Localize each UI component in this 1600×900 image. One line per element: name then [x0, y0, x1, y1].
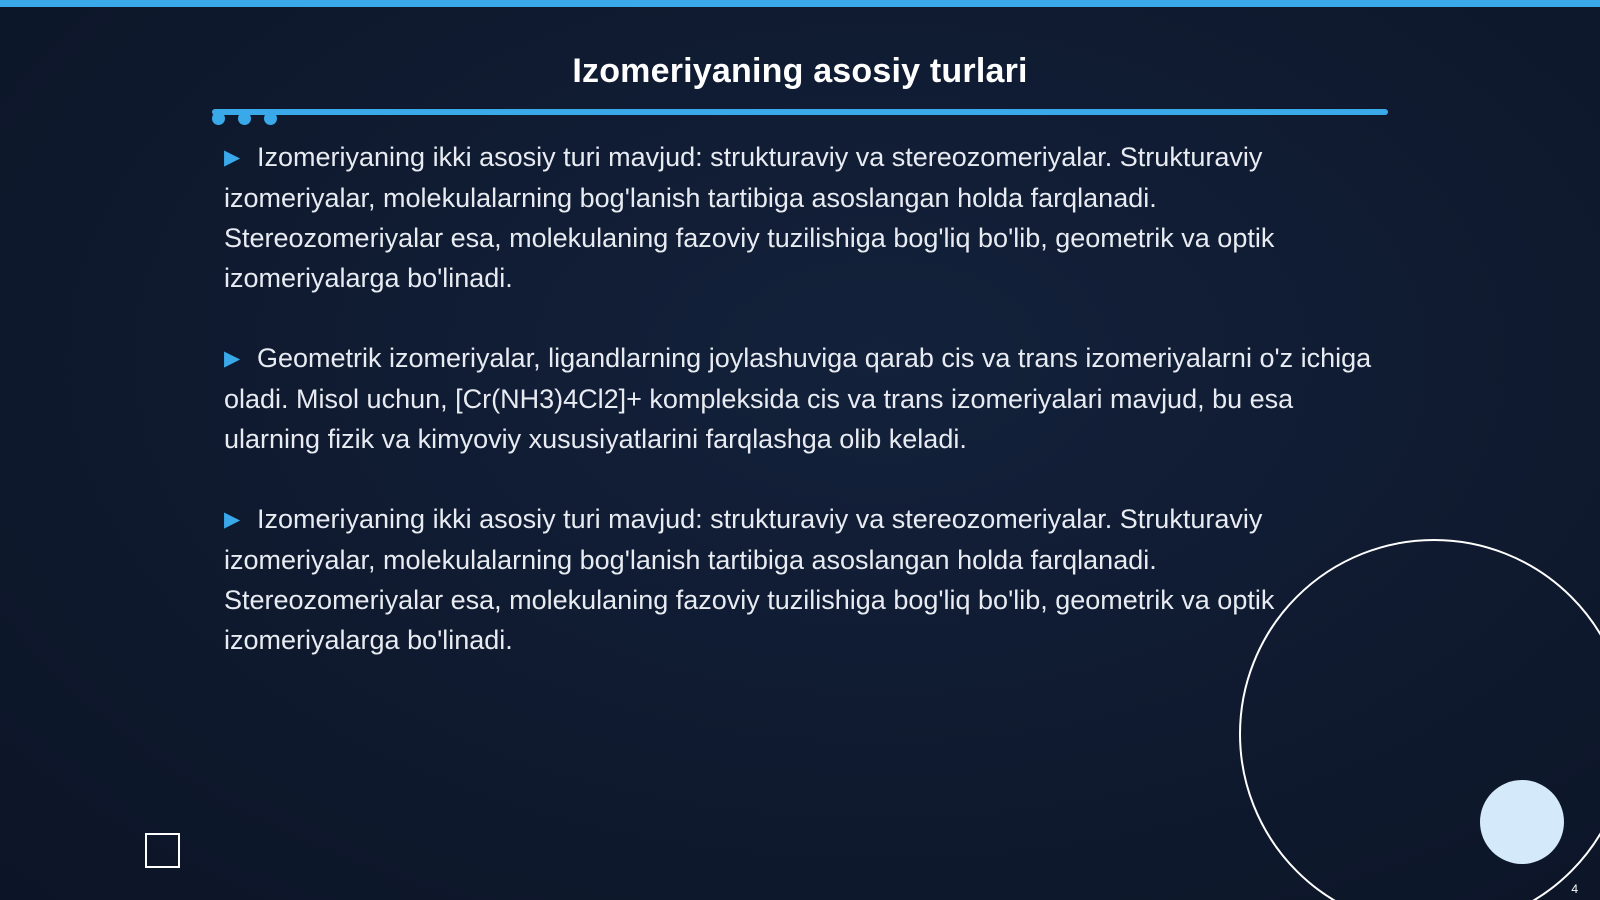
decor-dot: [238, 112, 251, 125]
paragraph-text: Izomeriyaning ikki asosiy turi mavjud: strukturaviy va stereozomeriyalar. Strukturaviy izomeriyalar, molekulalarning bog'lanish tartibiga asoslangan holda farqlanadi. Stereozomeriyalar esa, molekulaning fazoviy tuzilishiga bog'liq bo'lib, geometrik va optik izomeriyalarga bo'linadi.: [224, 504, 1275, 655]
bullet-paragraph: [224, 137, 1374, 298]
decor-dot: [264, 112, 277, 125]
decor-square: [145, 833, 180, 868]
top-accent-bar: [0, 0, 1600, 7]
paragraph-text: Izomeriyaning ikki asosiy turi mavjud: strukturaviy va stereozomeriyalar. Strukturaviy izomeriyalar, molekulalarning bog'lanish tartibiga asoslangan holda farqlanadi. Stereozomeriyalar esa, molekulaning fazoviy tuzilishiga bog'liq bo'lib, geometrik va optik izomeriyalarga bo'linadi.: [224, 142, 1275, 293]
triangle-right-icon: ▶: [224, 146, 241, 169]
bullet-paragraph: [224, 338, 1374, 459]
page-number: 4: [1571, 882, 1578, 896]
slide-title: Izomeriyaning asosiy turlari: [572, 52, 1028, 90]
paragraph-text: Geometrik izomeriyalar, ligandlarning joylashuviga qarab cis va trans izomeriyalarni o'z ichiga oladi. Misol uchun, [Cr(NH3)4Cl2]+ kompleksida cis va trans izomeriyalari mavjud, bu esa ularning fizik va kimyoviy xususiyatlarini farqlashga olib keladi.: [224, 343, 1372, 454]
triangle-right-icon: ▶: [224, 508, 241, 531]
triangle-right-icon: ▶: [224, 347, 241, 370]
title-underline: [212, 109, 1388, 115]
slide-body: [224, 137, 1374, 700]
decor-circle: [1480, 780, 1564, 864]
decor-dot: [212, 112, 225, 125]
bullet-paragraph: [224, 499, 1374, 660]
